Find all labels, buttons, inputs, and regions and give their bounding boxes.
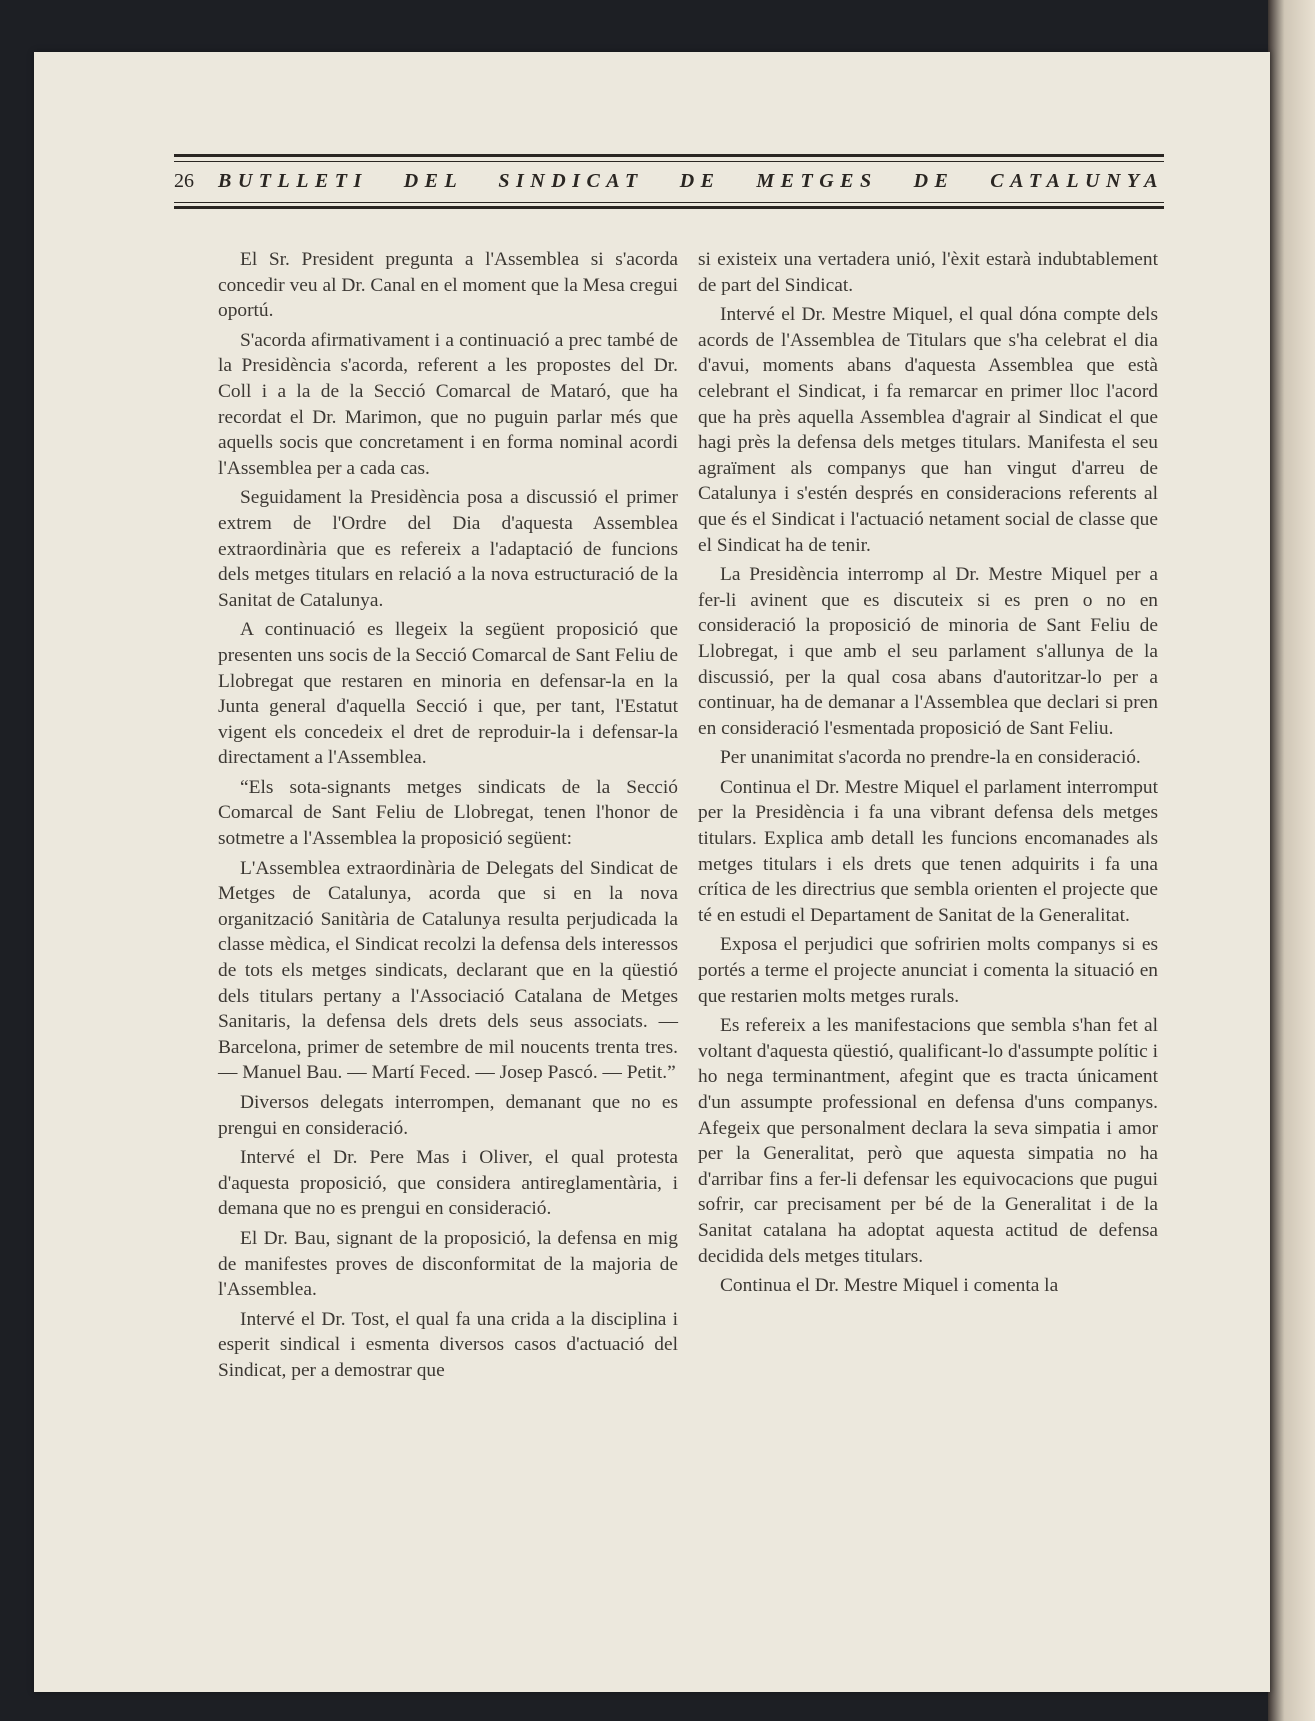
running-header bbox=[174, 150, 1164, 210]
paragraph: L'Assemblea extraordinària de Delegats del Sindicat de Metges de Catalunya, acorda que si en la nova organització Sanitària de Catalunya resulta perjudicada la classe mèdica, el Sindicat recolzi la defensa dels interessos de tots els metges sindicats, declarant que en la qüestió dels titulars pertany a l'Associació Catalana de Metges Sanitaris, la defensa dels drets dels seus associats. — Barcelona, primer de setembre de mil noucents trenta tres. — Manuel Bau. — Martí Feced. — Josep Pascó. — Petit.” bbox=[218, 857, 678, 1084]
paragraph: si existeix una vertadera unió, l'èxit estarà indubtablement de part del Sindicat. bbox=[698, 249, 1158, 296]
paragraph: Intervé el Dr. Pere Mas i Oliver, el qual protesta d'aquesta proposició, que considera antireglamentària, i demana que no es prengui en consideració. bbox=[218, 1147, 678, 1220]
paragraph: Exposa el perjudici que sofririen molts companys si es portés a terme el projecte anunciat i comenta la situació en que restarien molts metges rurals. bbox=[698, 934, 1158, 1007]
header-rule bbox=[174, 154, 1164, 157]
header-rule bbox=[174, 161, 1164, 162]
paragraph: Per unanimitat s'acorda no prendre-la en consideració. bbox=[720, 747, 1141, 769]
paragraph: Intervé el Dr. Mestre Miquel, el qual dóna compte dels acords de l'Assemblea de Titulars que s'ha celebrat el dia d'avui, moments abans d'aquesta Assemblea que està celebrant el Sindicat, i fa remarcar en primer lloc l'acord que ha près aquella Assemblea d'agrair al Sindicat el que hagi près la defensa dels metges titulars. Manifesta el seu agraïment als companys que han vingut d'arreu de Catalunya i s'estén després en consideracions referents al que és el Sindicat i l'actuació netament social de classe que el Sindicat ha de tenir. bbox=[698, 304, 1158, 556]
adjacent-page-edge bbox=[1268, 0, 1315, 1721]
paragraph: A continuació es llegeix la següent proposició que presenten uns socis de la Secció Comarcal de Sant Feliu de Llobregat que restaren en minoria en defensar-la en la Junta general d'aquella Secció i que, per tant, l'Estatut vigent els concedeix el dret de reproduir-la i defensar-la directament a l'Assemblea. bbox=[218, 619, 678, 769]
page-number: 26 bbox=[174, 169, 194, 192]
paragraph: El Dr. Bau, signant de la proposició, la defensa en mig de manifestes proves de disconformitat de la majoria de l'Assemblea. bbox=[218, 1227, 678, 1301]
paragraph: “Els sota-signants metges sindicats de la Secció Comarcal de Sant Feliu de Llobregat, tenen l'honor de sotmetre a l'Assemblea la proposició següent: bbox=[218, 776, 678, 850]
paragraph: Es refereix a les manifestacions que sembla s'han fet al voltant d'aquesta qüestió, qualificant-lo d'assumpte polític i ho nega terminantment, afegint que es tracta únicament d'un assumpte professional en defensa d'uns companys. Afegeix que personalment declara la seva simpatia i amor per la Generalitat, però que aquesta simpatia no ha d'arribar fins a fer-li defensar les equivocacions que pugui sofrir, car precisament per bé de la Generalitat i de la Sanitat catalana ha adoptat aquesta actitud de defensa decidida dels metges titulars. bbox=[698, 1015, 1158, 1267]
left-column bbox=[218, 247, 678, 1388]
paragraph: Continua el Dr. Mestre Miquel el parlament interromput per la Presidència i fa una vibrant defensa dels metges titulars. Explica amb detall les funcions encomanades als metges titulars i els drets que tenen adquirits i fa una crítica de les directrius que sembla orienten el projecte que té en estudi el Departament de Sanitat de la Generalitat. bbox=[698, 776, 1158, 926]
right-column bbox=[698, 247, 1158, 1303]
header-line bbox=[174, 164, 1164, 198]
paragraph: S'acorda afirmativament i a continuació a prec també de la Presidència s'acorda, referent a les propostes del Dr. Coll i a la de la Secció Comarcal de Mataró, que ha recordat el Dr. Marimon, que no puguin parlar més que aquells socis que concretament i en forma nominal acordi l'Assemblea per a cada cas. bbox=[218, 329, 678, 479]
paragraph: Seguidament la Presidència posa a discussió el primer extrem de l'Ordre del Dia d'aquesta Assemblea extraordinària que es refereix a l'adaptació de funcions dels metges titulars en relació a la nova estructuració de la Sanitat de Catalunya. bbox=[218, 487, 678, 611]
journal-title: BUTLLETI DEL SINDICAT DE METGES DE CATALUNYA bbox=[218, 169, 1164, 192]
header-rule bbox=[174, 202, 1164, 203]
paragraph: El Sr. President pregunta a l'Assemblea si s'acorda concedir veu al Dr. Canal en el moment que la Mesa cregui oportú. bbox=[218, 249, 678, 322]
header-rule bbox=[174, 206, 1164, 209]
paragraph: Continua el Dr. Mestre Miquel i comenta la bbox=[720, 1275, 1059, 1297]
paragraph: La Presidència interromp al Dr. Mestre Miquel per a fer-li avinent que es discuteix si es pren o no en consideració la proposició de minoria de Sant Feliu de Llobregat, i que amb el seu parlament s'allunya de la discussió, per la qual cosa abans d'autoritzar-lo per a continuar, ha de demanar a l'Assemblea que declari si pren en consideració l'esmentada proposició de Sant Feliu. bbox=[698, 564, 1158, 739]
paragraph: Intervé el Dr. Tost, el qual fa una crida a la disciplina i esperit sindical i esmenta diversos casos d'actuació del Sindicat, per a demostrar que bbox=[218, 1308, 678, 1381]
paragraph: Diversos delegats interrompen, demanant que no es prengui en consideració. bbox=[218, 1092, 678, 1139]
